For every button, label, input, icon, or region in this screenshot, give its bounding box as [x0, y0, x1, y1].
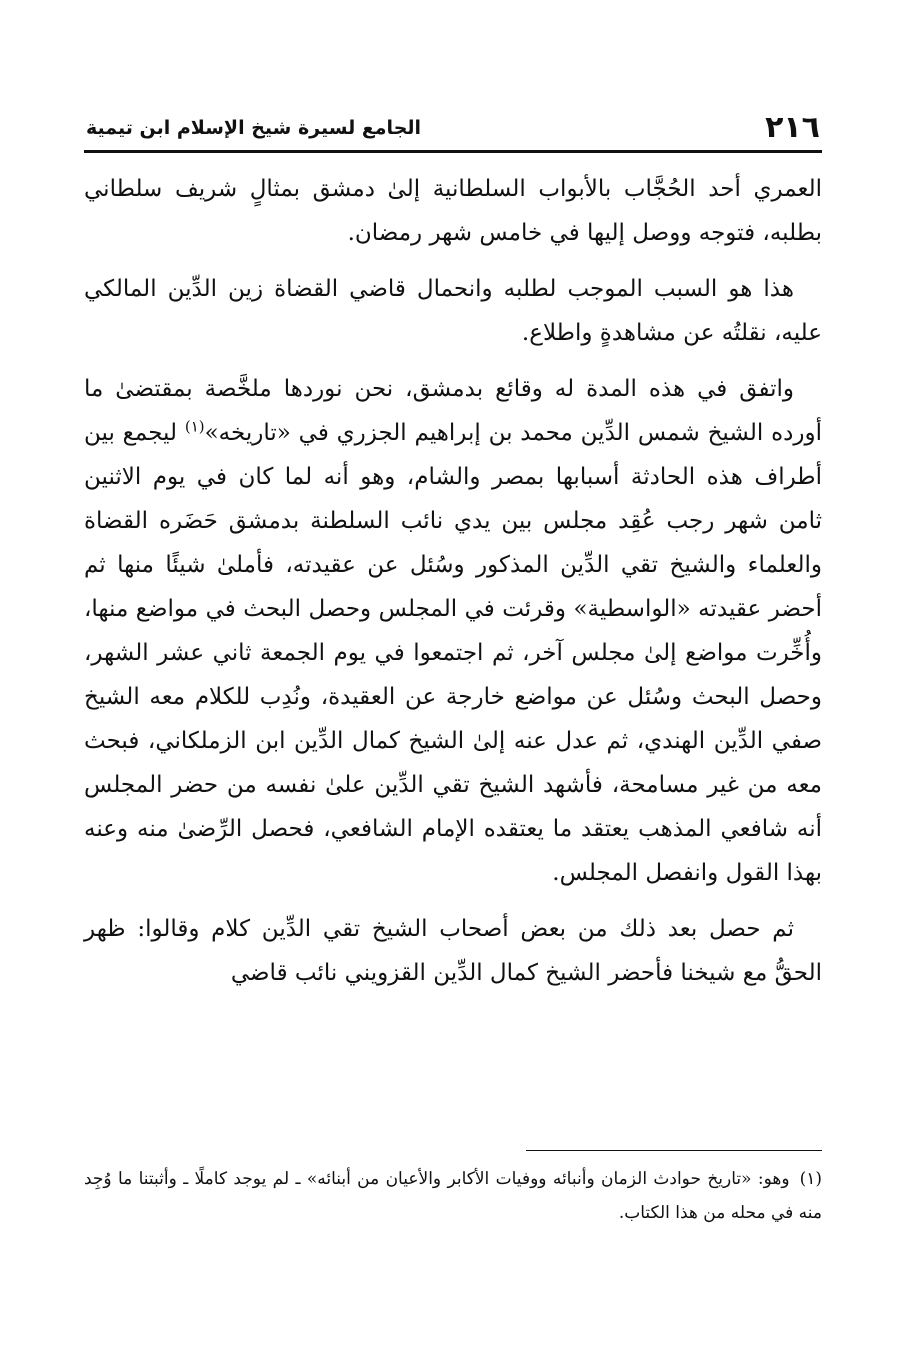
running-title: الجامع لسيرة شيخ الإسلام ابن تيمية [86, 117, 422, 139]
footnote-text: وهو: «تاريخ حوادث الزمان وأنبائه ووفيات الأكابر والأعيان من أبنائه» ـ لم يوجد كاملًا ـ وأثبتنا ما وُجِد منه في محله من هذا الكتاب. [84, 1169, 822, 1223]
paragraph-3 [84, 367, 822, 895]
paragraph-3-part-1: واتفق في هذه المدة له وقائع بدمشق، نحن نوردها ملخَّصة بمقتضىٰ ما أورده الشيخ شمس الدِّين محمد بن إبراهيم الجزري في «تاريخه» [84, 376, 822, 446]
paragraph-2: هذا هو السبب الموجب لطلبه وانحمال قاضي القضاة زين الدِّين المالكي عليه، نقلتُه عن مشاهدةٍ واطلاع. [84, 276, 822, 346]
paragraph-1: العمري أحد الحُجَّاب بالأبواب السلطانية إلىٰ دمشق بمثالٍ شريف سلطاني بطلبه، فتوجه ووصل إليها في خامس شهر رمضان. [84, 176, 822, 246]
footnote-divider [526, 1150, 822, 1151]
paragraph-3-part-2: ليجمع بين أطراف هذه الحادثة أسبابها بمصر والشام، وهو أنه لما كان في يوم الاثنين ثامن شهر رجب عُقِد مجلس بين يدي نائب السلطنة بدمشق حَضَره القضاة والعلماء والشيخ تقي الدِّين المذكور وسُئل عن عقيدته، فأملىٰ شيئًا منها ثم أحضر عقيدته «الواسطية» وقرئت في المجلس وحصل البحث في مواضع منها، وأُخِّرت مواضع إلىٰ مجلس آخر، ثم اجتمعوا في يوم الجمعة ثاني عشر الشهر، وحصل البحث وسُئل عن مواضع خارجة عن العقيدة، ونُدِب للكلام معه الشيخ صفي الدِّين الهندي، ثم عدل عنه إلىٰ الشيخ كمال الدِّين ابن الزملكاني، فبحث معه من غير مسامحة، فأشهد الشيخ تقي الدِّين علىٰ نفسه من حضر المجلس أنه شافعي المذهب يعتقد ما يعتقده الإمام الشافعي، فحصل الرِّضىٰ منه وعنه بهذا القول وانفصل المجلس. [84, 420, 822, 886]
footnote-reference[interactable]: (١) [184, 417, 205, 436]
paragraph-4: ثم حصل بعد ذلك من بعض أصحاب الشيخ تقي الدِّين كلام وقالوا: ظهر الحقُّ مع شيخنا فأحضر الشيخ كمال الدِّين القزويني نائب قاضي [84, 916, 822, 986]
header-divider [84, 150, 822, 153]
footnote-mark: (١) [799, 1169, 822, 1189]
main-text [84, 167, 822, 995]
footnote [84, 1162, 822, 1230]
page-header [84, 100, 822, 148]
book-page [84, 100, 822, 1300]
page-number: ٢١٦ [765, 110, 820, 145]
